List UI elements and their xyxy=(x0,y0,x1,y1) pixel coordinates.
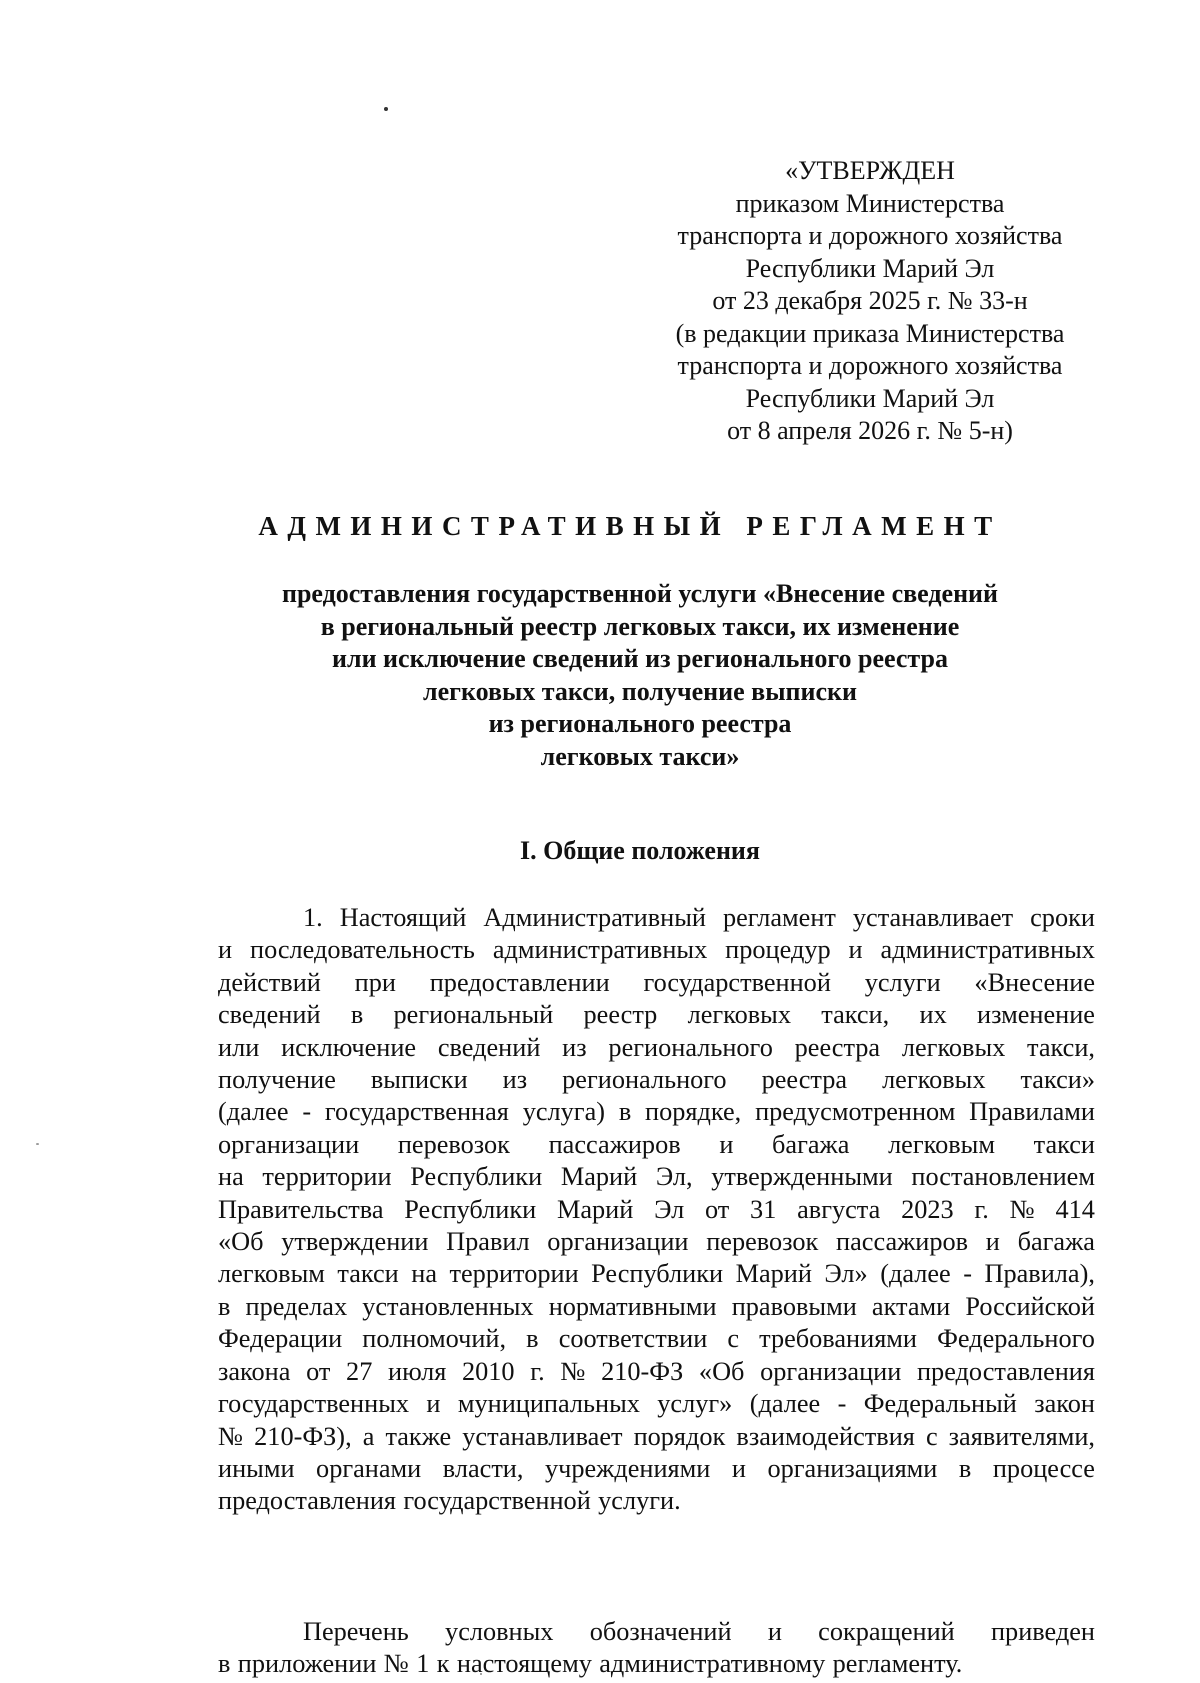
text-line: на территории Республики Марий Эл, утвержденными постановлением xyxy=(218,1162,1095,1192)
text-line: Федерации полномочий, в соответствии с требованиями Федерального xyxy=(218,1324,1095,1354)
subtitle-line: предоставления государственной услуги «Внесение сведений xyxy=(281,579,999,608)
paragraph-1 xyxy=(218,902,1095,1518)
text-line: в пределах установленных нормативными правовыми актами Российской xyxy=(218,1291,1095,1321)
text-line: Перечень условных обозначений и сокращений приведен xyxy=(303,1617,1095,1646)
approval-line: Республики Марий Эл xyxy=(745,253,995,283)
subtitle-line: легковых такси, получение выписки xyxy=(423,676,857,706)
document-subtitle xyxy=(200,578,1080,773)
text-line: получение выписки из регионального реестра легковых такси» xyxy=(218,1065,1095,1095)
text-line: или исключение сведений из регионального реестра легковых такси, xyxy=(218,1032,1095,1062)
approval-line: «УТВЕРЖДЕН xyxy=(785,156,955,185)
text-line: действий при предоставлении государственной услуги «Внесение xyxy=(218,967,1095,997)
text-line: закона от 27 июля 2010 г. № 210-ФЗ «Об организации предоставления xyxy=(218,1356,1095,1386)
approval-line: Республики Марий Эл xyxy=(745,383,995,413)
subtitle-line: легковых такси» xyxy=(540,741,740,771)
approval-line: (в редакции приказа Министерства xyxy=(675,318,1065,348)
text-line: организации перевозок пассажиров и багажа легковым такси xyxy=(218,1129,1095,1159)
section-heading: I. Общие положения xyxy=(520,836,760,865)
subtitle-line: в региональный реестр легковых такси, их изменение xyxy=(320,611,960,641)
text-line: иными органами власти, учреждениями и организациями в процессе xyxy=(218,1453,1095,1483)
approval-line: от 23 декабря 2025 г. № 33-н xyxy=(712,286,1028,315)
text-line: № 210-ФЗ), а также устанавливает порядок взаимодействия с заявителями, xyxy=(218,1421,1095,1451)
text-line: «Об утверждении Правил организации перевозок пассажиров и багажа xyxy=(218,1227,1095,1257)
approval-line: транспорта и дорожного хозяйства xyxy=(677,351,1063,380)
subtitle-line: из регионального реестра xyxy=(488,709,792,738)
approval-block xyxy=(620,155,1120,448)
scan-speck xyxy=(384,107,388,111)
text-line: легковым такси на территории Республики Марий Эл» (далее - Правила), xyxy=(218,1259,1095,1289)
text-line: 1. Настоящий Административный регламент устанавливает сроки xyxy=(303,903,1095,932)
text-line: (далее - государственная услуга) в порядке, предусмотренном Правилами xyxy=(218,1097,1095,1127)
text-line: предоставления государственной услуги. xyxy=(218,1486,681,1516)
approval-line: транспорта и дорожного хозяйства xyxy=(677,221,1063,250)
approval-line: приказом Министерства xyxy=(735,188,1005,218)
subtitle-line: или исключение сведений из регионального реестра xyxy=(332,644,948,673)
approval-line: от 8 апреля 2026 г. № 5-н) xyxy=(727,416,1013,445)
text-line: государственных и муниципальных услуг» (далее - Федеральный закон xyxy=(218,1389,1095,1419)
paragraph-2 xyxy=(218,1616,1095,1681)
text-line: и последовательность административных процедур и административных xyxy=(218,935,1095,965)
document-title: АДМИНИСТРАТИВНЫЙ РЕГЛАМЕНТ xyxy=(258,511,1002,541)
text-line: Правительства Республики Марий Эл от 31 августа 2023 г. № 414 xyxy=(218,1194,1095,1224)
text-line: в приложении № 1 к настоящему административному регламенту. xyxy=(218,1649,963,1679)
scan-speck xyxy=(36,1143,39,1145)
text-line: сведений в региональный реестр легковых такси, их изменение xyxy=(218,1000,1095,1030)
